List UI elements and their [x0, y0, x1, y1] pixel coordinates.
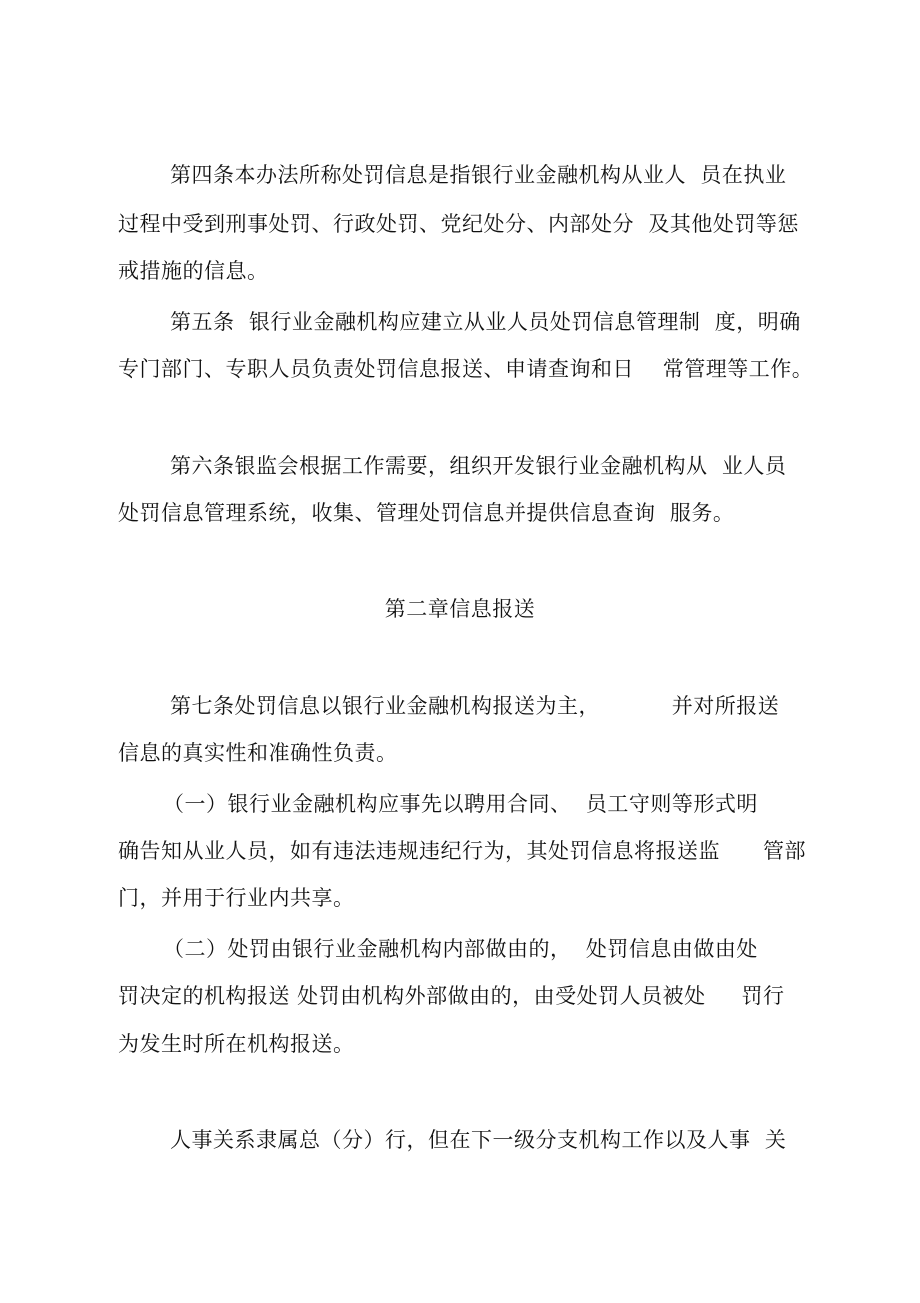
chapter-title: 第二章信息报送	[384, 597, 536, 621]
article7-line1: 第七条处罚信息以银行业金融机构报送为主， 并对所报送	[170, 694, 780, 718]
article4-line2: 过程中受到刑事处罚、行政处罚、党纪处分、内部处分 及其他处罚等惩	[118, 212, 799, 236]
article4-line1: 第四条本办法所称处罚信息是指银行业金融机构从业人 员在执业	[170, 163, 787, 187]
article6-line1: 第六条银监会根据工作需要，组织开发银行业金融机构从 业人员	[170, 454, 787, 478]
last-paragraph-line1: 人事关系隶属总（分）行，但在下一级分支机构工作以及人事 关	[170, 1128, 787, 1152]
article6-line2: 处罚信息管理系统，收集、管理处罚信息并提供信息查询 服务。	[118, 501, 735, 525]
item1-line3: 门，并用于行业内共享。	[118, 886, 355, 910]
item2-line3: 为发生时所在机构报送。	[118, 1032, 355, 1056]
item1-line1: （一）银行业金融机构应事先以聘用合同、 员工守则等形式明	[163, 792, 758, 816]
article5-line1: 第五条 银行业金融机构应建立从业人员处罚信息管理制 度，明确	[170, 310, 801, 334]
article4-line3: 戒措施的信息。	[118, 259, 269, 283]
item2-line1: （二）处罚由银行业金融机构内部做由的， 处罚信息由做由处	[163, 937, 758, 961]
item1-line2: 确告知从业人员，如有违法违规违纪行为，其处罚信息将报送监 管部	[118, 839, 807, 863]
article5-line2: 专门部门、专职人员负责处罚信息报送、申请查询和日 常管理等工作。	[118, 357, 814, 381]
item2-line2: 罚决定的机构报送 处罚由机构外部做由的，由受处罚人员被处 罚行	[118, 984, 785, 1008]
article7-line2: 信息的真实性和准确性负责。	[118, 741, 398, 765]
